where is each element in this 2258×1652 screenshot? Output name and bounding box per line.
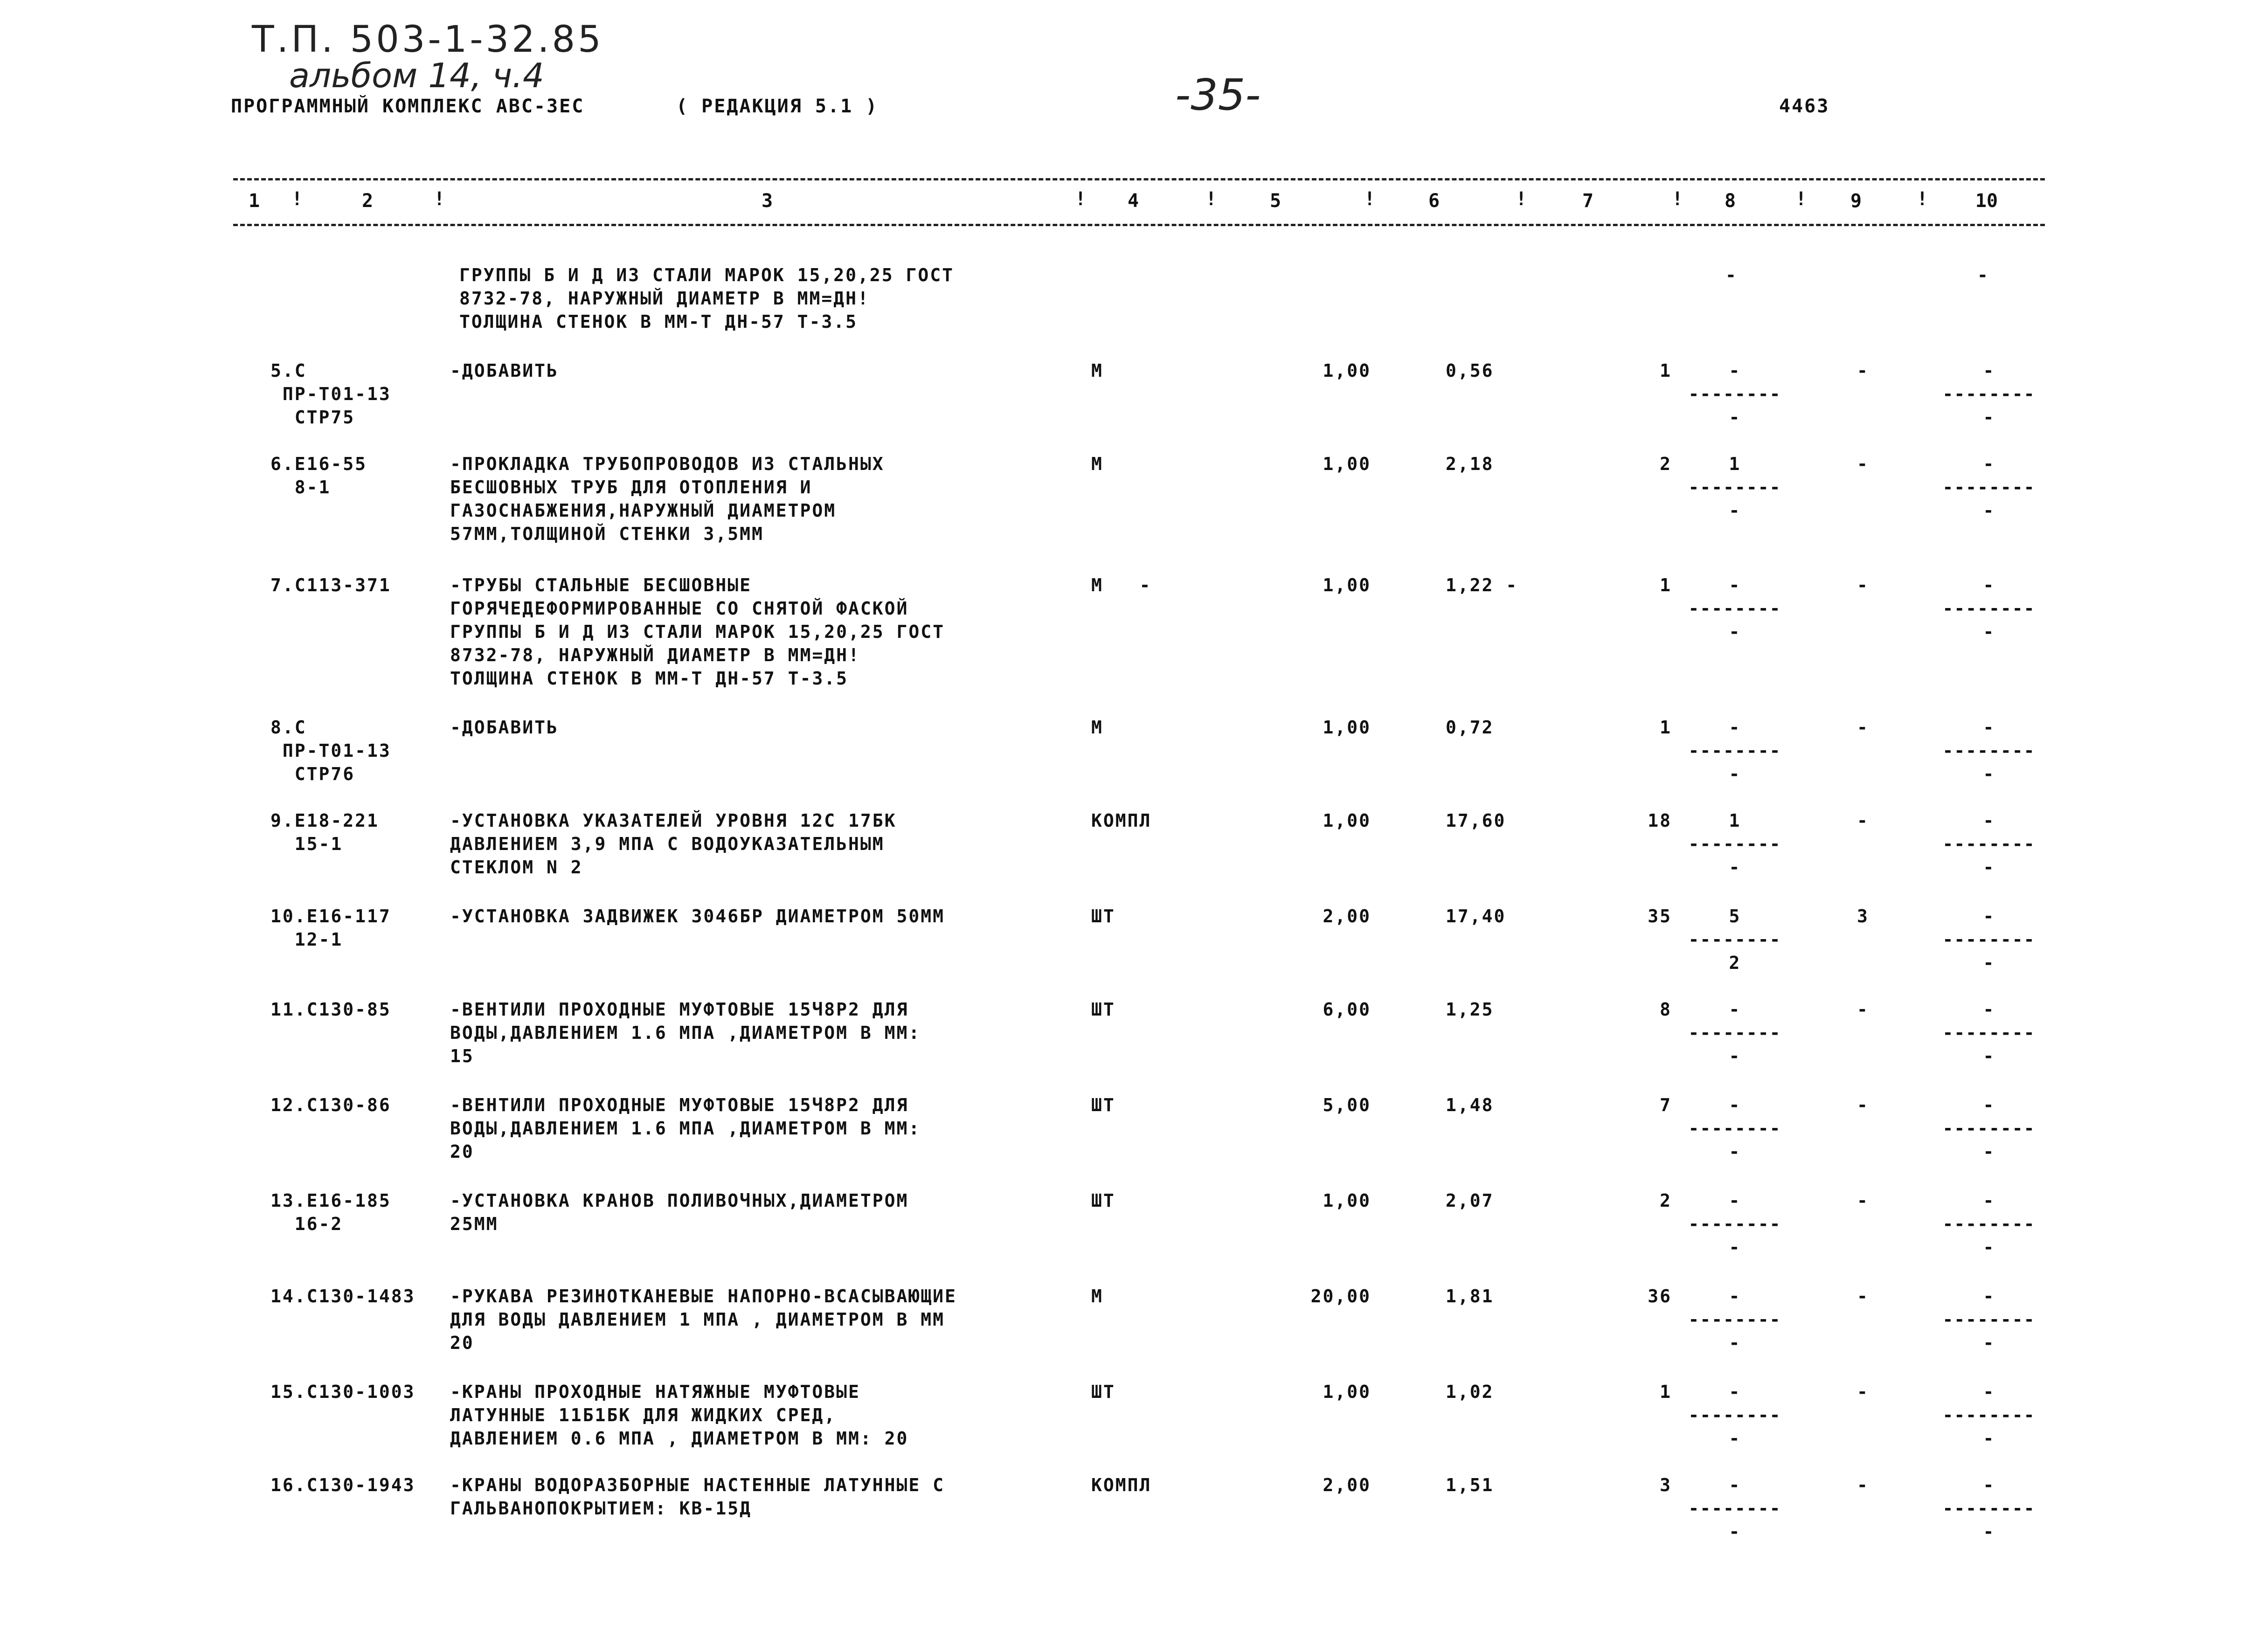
column-separator: ! [1364, 188, 1376, 210]
column-number: 1 [248, 190, 260, 212]
row-quantity: 1,00 [1323, 575, 1371, 595]
row-col9: - [1857, 1382, 1869, 1402]
program-name: ПРОГРАММНЫЙ КОМПЛЕКС АВС-3ЕС [231, 96, 585, 117]
row-code: 12.С130-86 [270, 1095, 391, 1115]
row-col10: - -------- - [1942, 360, 2036, 428]
continuation-col8: - [1725, 265, 1738, 285]
row-col10: - -------- - [1942, 999, 2036, 1066]
row-description: -ПРОКЛАДКА ТРУБОПРОВОДОВ ИЗ СТАЛЬНЫХ БЕСШОВНЫХ ТРУБ ДЛЯ ОТОПЛЕНИЯ И ГАЗОСНАБЖЕНИЯ,НАРУЖНЫЙ ДИАМЕТРОМ 57ММ,ТОЛЩИНОЙ СТЕНКИ 3,5ММ [450, 454, 885, 544]
stamp-album: альбом 14, ч.4 [289, 56, 544, 95]
row-col8: - -------- - [1688, 1382, 1781, 1449]
row-quantity: 2,00 [1323, 1475, 1371, 1495]
row-col10: - -------- - [1942, 810, 2036, 878]
row-unit: ШТ [1091, 906, 1115, 926]
row-code: 15.С130-1003 [270, 1382, 416, 1402]
row-quantity: 1,00 [1323, 454, 1371, 474]
row-unit: М - [1091, 575, 1152, 595]
row-col8: - -------- - [1688, 575, 1781, 642]
row-description: -УСТАНОВКА УКАЗАТЕЛЕЙ УРОВНЯ 12С 17БК ДАВЛЕНИЕМ 3,9 МПА С ВОДОУКАЗАТЕЛЬНЫМ СТЕКЛОМ N 2 [450, 810, 897, 878]
row-description: -ДОБАВИТЬ [450, 360, 559, 381]
row-unit: М [1091, 1286, 1103, 1306]
row-unit-price: 1,51 [1446, 1475, 1494, 1495]
row-col10: - -------- - [1942, 1286, 2036, 1353]
row-col9: - [1857, 810, 1869, 831]
row-col8: - -------- - [1688, 1286, 1781, 1353]
row-quantity: 1,00 [1323, 360, 1371, 381]
row-unit-price: 0,56 [1446, 360, 1494, 381]
column-separator: ! [1917, 188, 1928, 210]
row-unit-price: 0,72 [1446, 717, 1494, 738]
row-col10: - -------- - [1942, 1382, 2036, 1449]
row-col7: 3 [1660, 1475, 1672, 1495]
stamp-designation: Т.П. 503-1-32.85 [252, 19, 604, 61]
row-col9: - [1857, 1190, 1869, 1211]
row-col8: - -------- - [1688, 999, 1781, 1066]
row-unit: КОМПЛ [1091, 1475, 1152, 1495]
row-unit-price: 1,22 - [1446, 575, 1518, 595]
row-code: 13.Е16-185 16-2 [270, 1190, 391, 1234]
row-col8: - -------- - [1688, 1190, 1781, 1258]
row-col8: - -------- - [1688, 360, 1781, 428]
row-col7: 8 [1660, 999, 1672, 1020]
row-col7: 2 [1660, 1190, 1672, 1211]
column-separator: ! [1516, 188, 1527, 210]
column-number: 4 [1127, 190, 1139, 212]
row-code: 7.С113-371 [270, 575, 391, 595]
row-unit: М [1091, 360, 1103, 381]
row-description: -ВЕНТИЛИ ПРОХОДНЫЕ МУФТОВЫЕ 15Ч8Р2 ДЛЯ ВОДЫ,ДАВЛЕНИЕМ 1.6 МПА ,ДИАМЕТРОМ В ММ: 20 [450, 1095, 921, 1162]
row-code: 10.Е16-117 12-1 [270, 906, 391, 950]
row-col9: - [1857, 454, 1869, 474]
column-number: 7 [1582, 190, 1594, 212]
row-col7: 18 [1648, 810, 1672, 831]
row-col10: - -------- - [1942, 717, 2036, 784]
row-unit-price: 17,60 [1446, 810, 1506, 831]
row-col8: 5 -------- 2 [1688, 906, 1781, 973]
row-col7: 1 [1660, 1382, 1672, 1402]
row-quantity: 1,00 [1323, 717, 1371, 738]
column-separator: ! [434, 188, 445, 210]
table-header-rule [233, 224, 2045, 226]
row-col10: - -------- - [1942, 1190, 2036, 1258]
row-unit: КОМПЛ [1091, 810, 1152, 831]
row-col9: - [1857, 1095, 1869, 1115]
row-col8: - -------- - [1688, 717, 1781, 784]
row-col8: 1 -------- - [1688, 454, 1781, 521]
column-separator: ! [1672, 188, 1683, 210]
row-quantity: 6,00 [1323, 999, 1371, 1020]
column-separator: ! [1795, 188, 1807, 210]
row-description: -КРАНЫ ВОДОРАЗБОРНЫЕ НАСТЕННЫЕ ЛАТУННЫЕ С ГАЛЬВАНОПОКРЫТИЕМ: КВ-15Д [450, 1475, 945, 1519]
row-unit-price: 2,18 [1446, 454, 1494, 474]
row-unit-price: 2,07 [1446, 1190, 1494, 1211]
row-code: 14.С130-1483 [270, 1286, 416, 1306]
row-quantity: 20,00 [1310, 1286, 1371, 1306]
row-unit: ШТ [1091, 1095, 1115, 1115]
column-number: 9 [1850, 190, 1862, 212]
row-col9: - [1857, 1286, 1869, 1306]
row-unit-price: 1,25 [1446, 999, 1494, 1020]
row-description: -ДОБАВИТЬ [450, 717, 559, 738]
column-separator: ! [291, 188, 303, 210]
column-separator: ! [1205, 188, 1217, 210]
table-top-rule [233, 178, 2045, 180]
row-code: 11.С130-85 [270, 999, 391, 1020]
row-col9: - [1857, 575, 1869, 595]
row-quantity: 2,00 [1323, 906, 1371, 926]
column-number: 10 [1975, 190, 1998, 212]
row-col10: - -------- - [1942, 906, 2036, 973]
column-separator: ! [1075, 188, 1087, 210]
page-number: -35- [1175, 70, 1261, 120]
row-code: 9.Е18-221 15-1 [270, 810, 379, 854]
column-number: 3 [761, 190, 773, 212]
column-number: 8 [1724, 190, 1736, 212]
row-quantity: 1,00 [1323, 1382, 1371, 1402]
row-col10: - -------- - [1942, 575, 2036, 642]
row-col9: - [1857, 360, 1869, 381]
row-col7: 35 [1648, 906, 1672, 926]
row-code: 8.С ПР-Т01-13 СТР76 [270, 717, 391, 784]
row-quantity: 1,00 [1323, 810, 1371, 831]
row-col7: 2 [1660, 454, 1672, 474]
continuation-description: ГРУППЫ Б И Д ИЗ СТАЛИ МАРОК 15,20,25 ГОСТ 8732-78, НАРУЖНЫЙ ДИАМЕТР В ММ=ДН! ТОЛЩИНА СТЕНОК В ММ-Т ДН-57 Т-3.5 [459, 265, 954, 332]
row-col9: - [1857, 999, 1869, 1020]
row-quantity: 1,00 [1323, 1190, 1371, 1211]
row-col9: 3 [1857, 906, 1869, 926]
column-number: 6 [1428, 190, 1440, 212]
row-code: 16.С130-1943 [270, 1475, 416, 1495]
row-unit: М [1091, 454, 1103, 474]
row-unit-price: 1,02 [1446, 1382, 1494, 1402]
row-description: -УСТАНОВКА КРАНОВ ПОЛИВОЧНЫХ,ДИАМЕТРОМ 25ММ [450, 1190, 909, 1234]
row-col8: - -------- - [1688, 1475, 1781, 1542]
column-number: 5 [1269, 190, 1281, 212]
row-code: 6.Е16-55 8-1 [270, 454, 367, 498]
row-col7: 7 [1660, 1095, 1672, 1115]
row-description: -ВЕНТИЛИ ПРОХОДНЫЕ МУФТОВЫЕ 15Ч8Р2 ДЛЯ ВОДЫ,ДАВЛЕНИЕМ 1.6 МПА ,ДИАМЕТРОМ В ММ: 15 [450, 999, 921, 1066]
row-col8: 1 -------- - [1688, 810, 1781, 878]
row-unit: ШТ [1091, 1190, 1115, 1211]
row-unit-price: 17,40 [1446, 906, 1506, 926]
row-col10: - -------- - [1942, 1095, 2036, 1162]
program-edition: ( РЕДАКЦИЯ 5.1 ) [676, 96, 879, 117]
document-code: 4463 [1779, 96, 1830, 117]
row-col9: - [1857, 717, 1869, 738]
row-col7: 36 [1648, 1286, 1672, 1306]
row-col10: - -------- - [1942, 1475, 2036, 1542]
continuation-col10: - [1977, 265, 1989, 285]
row-description: -ТРУБЫ СТАЛЬНЫЕ БЕСШОВНЫЕ ГОРЯЧЕДЕФОРМИРОВАННЫЕ СО СНЯТОЙ ФАСКОЙ ГРУППЫ Б И Д ИЗ СТАЛИ МАРОК 15,20,25 ГОСТ 8732-78, НАРУЖНЫЙ ДИАМЕТР В ММ=ДН! ТОЛЩИНА СТЕНОК В ММ-Т ДН-57 Т-3.5 [450, 575, 945, 689]
row-unit: ШТ [1091, 1382, 1115, 1402]
row-description: -РУКАВА РЕЗИНОТКАНЕВЫЕ НАПОРНО-ВСАСЫВАЮЩИЕ ДЛЯ ВОДЫ ДАВЛЕНИЕМ 1 МПА , ДИАМЕТРОМ В ММ 20 [450, 1286, 957, 1353]
row-col7: 1 [1660, 575, 1672, 595]
row-code: 5.С ПР-Т01-13 СТР75 [270, 360, 391, 428]
row-col7: 1 [1660, 717, 1672, 738]
row-description: -КРАНЫ ПРОХОДНЫЕ НАТЯЖНЫЕ МУФТОВЫЕ ЛАТУННЫЕ 11Б1БК ДЛЯ ЖИДКИХ СРЕД, ДАВЛЕНИЕМ 0.6 МПА , ДИАМЕТРОМ В ММ: 20 [450, 1382, 909, 1449]
row-unit-price: 1,81 [1446, 1286, 1494, 1306]
row-unit-price: 1,48 [1446, 1095, 1494, 1115]
row-description: -УСТАНОВКА ЗАДВИЖЕК 3046БР ДИАМЕТРОМ 50ММ [450, 906, 945, 926]
row-col7: 1 [1660, 360, 1672, 381]
column-number: 2 [361, 190, 374, 212]
row-unit: М [1091, 717, 1103, 738]
row-unit: ШТ [1091, 999, 1115, 1020]
row-quantity: 5,00 [1323, 1095, 1371, 1115]
row-col9: - [1857, 1475, 1869, 1495]
row-col10: - -------- - [1942, 454, 2036, 521]
row-col8: - -------- - [1688, 1095, 1781, 1162]
